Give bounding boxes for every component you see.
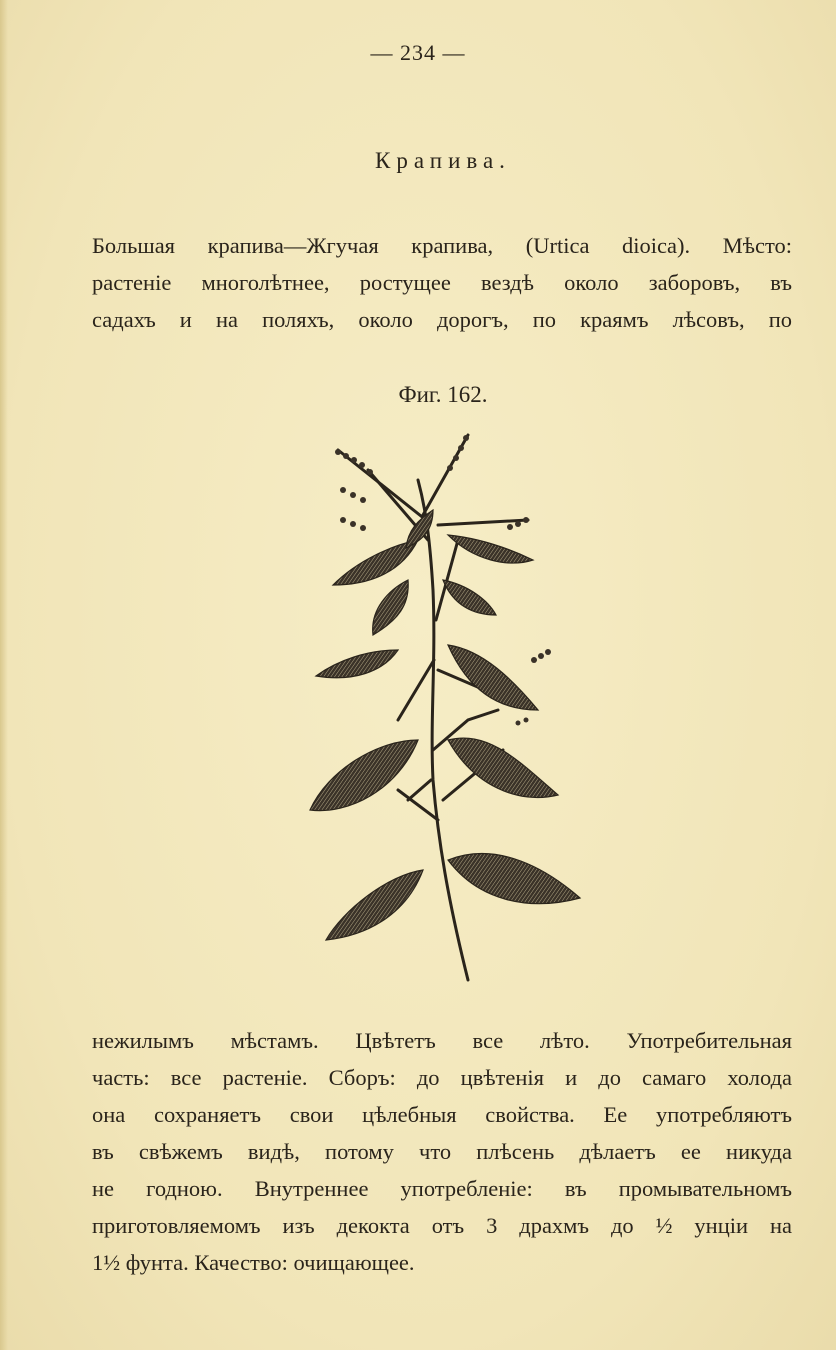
text-line: часть: все растеніе. Сборъ: до цвѣтенія и до самаго холода xyxy=(92,1065,792,1090)
leaf xyxy=(333,540,418,585)
text-line: не годною. Внутреннее употребленіе: въ промывательномъ xyxy=(92,1176,792,1201)
leaf xyxy=(443,580,496,615)
intro-paragraph xyxy=(92,227,792,338)
figure-caption: Фиг. 162. xyxy=(398,382,488,407)
description-paragraph xyxy=(92,1022,792,1281)
text-line: растеніе многолѣтнее, ростущее вездѣ около заборовъ, въ xyxy=(92,270,792,295)
page-number: — 234 — xyxy=(370,40,466,65)
text-line: она сохраняетъ свои цѣлебныя свойства. Ее употребляютъ xyxy=(92,1102,792,1127)
leaf xyxy=(448,738,558,797)
nettle-illustration xyxy=(298,420,598,990)
text-line: 1½ фунта. Качество: очищающее. xyxy=(92,1250,415,1275)
leaf xyxy=(448,535,533,563)
leaf xyxy=(448,645,538,710)
leaf xyxy=(316,650,398,678)
leaf xyxy=(448,854,580,904)
text-line: приготовляемомъ изъ декокта отъ 3 драхмъ до ½ унціи на xyxy=(92,1213,792,1238)
text-line: въ свѣжемъ видѣ, потому что плѣсень дѣлаетъ ее никуда xyxy=(92,1139,792,1164)
text-line: Большая крапива—Жгучая крапива, (Urtica dioica). Мѣсто: xyxy=(92,233,792,258)
page-edge xyxy=(0,0,8,1350)
article-title: Крапива. xyxy=(375,148,511,173)
leaf xyxy=(326,870,423,940)
leaf xyxy=(373,580,409,635)
leaf xyxy=(310,740,418,811)
text-line: садахъ и на поляхъ, около дорогъ, по краямъ лѣсовъ, по xyxy=(92,307,792,332)
text-line: нежилымъ мѣстамъ. Цвѣтетъ все лѣто. Употребительная xyxy=(92,1028,792,1053)
